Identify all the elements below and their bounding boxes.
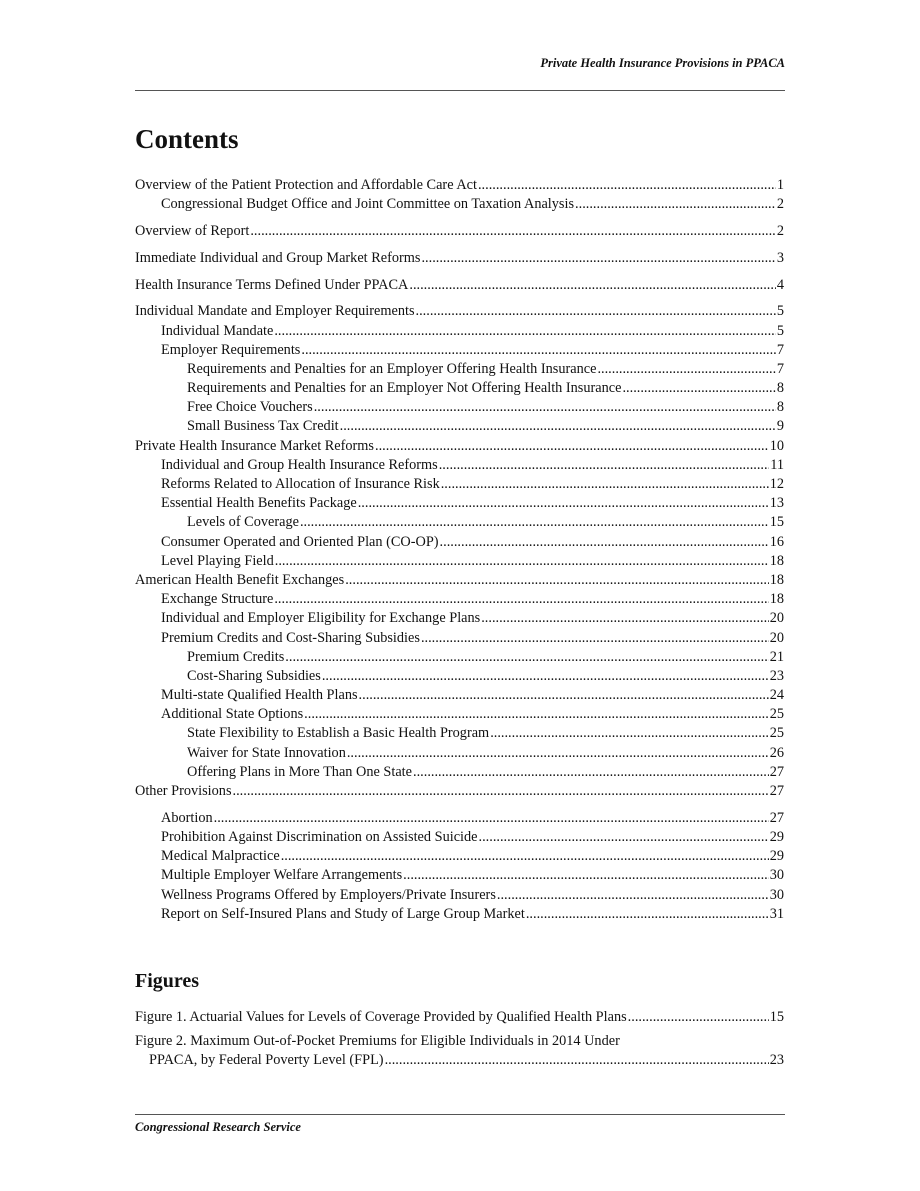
toc-entry-page: 2: [776, 196, 784, 213]
dot-leader: [421, 249, 775, 268]
toc-entry-page: 20: [769, 610, 784, 627]
toc-entry-page: 20: [769, 629, 784, 646]
toc-entry[interactable]: [135, 417, 784, 436]
toc-entry[interactable]: [135, 302, 784, 321]
dot-leader: [441, 475, 769, 494]
dot-leader: [359, 686, 769, 705]
figure-entry-title: Figure 1. Actuarial Values for Levels of Coverage Provided by Qualified Health Plans: [135, 1009, 627, 1025]
toc-entry-title: Cost-Sharing Subsidies: [187, 667, 321, 684]
toc-entry-page: 9: [776, 418, 784, 435]
toc-entry-title: Prohibition Against Discrimination on Assisted Suicide: [161, 828, 478, 845]
toc-entry[interactable]: [135, 828, 784, 847]
header-rule: [135, 90, 785, 91]
toc-entry-title: Additional State Options: [161, 706, 304, 723]
toc-entry-page: 23: [769, 667, 784, 684]
toc-entry-page: 25: [769, 725, 784, 742]
toc-entry[interactable]: [135, 809, 784, 828]
dot-leader: [416, 302, 776, 321]
table-of-contents: [135, 176, 784, 924]
dot-leader: [490, 724, 769, 743]
dot-leader: [439, 456, 769, 475]
toc-entry-title: State Flexibility to Establish a Basic Health Program: [187, 725, 490, 742]
toc-entry-page: 30: [769, 867, 784, 884]
toc-entry-page: 2: [776, 222, 784, 239]
dot-leader: [233, 782, 769, 801]
toc-entry[interactable]: [135, 724, 784, 743]
toc-entry[interactable]: [135, 379, 784, 398]
toc-entry-title: Requirements and Penalties for an Employer Not Offering Health Insurance: [187, 380, 622, 397]
toc-entry[interactable]: [135, 176, 784, 195]
toc-entry-page: 18: [769, 591, 784, 608]
toc-entry-page: 30: [769, 886, 784, 903]
toc-entry-page: 29: [769, 848, 784, 865]
running-header: Private Health Insurance Provisions in PPACA: [540, 56, 785, 70]
footer-publisher: Congressional Research Service: [135, 1120, 301, 1134]
footer-rule: [135, 1114, 785, 1115]
toc-entry[interactable]: [135, 552, 784, 571]
figure-entry-page: 23: [769, 1052, 784, 1069]
toc-entry[interactable]: [135, 360, 784, 379]
toc-entry-page: 7: [776, 341, 784, 358]
toc-entry-title: Individual and Group Health Insurance Reforms: [161, 456, 438, 473]
toc-entry-title: Wellness Programs Offered by Employers/Private Insurers: [161, 886, 496, 903]
toc-entry-title: Waiver for State Innovation: [187, 744, 346, 761]
toc-entry-title: Reforms Related to Allocation of Insurance Risk: [161, 476, 440, 492]
toc-entry[interactable]: [135, 475, 784, 494]
toc-entry-page: 4: [776, 276, 784, 293]
toc-entry-title: Report on Self-Insured Plans and Study of Large Group Market: [161, 905, 525, 922]
toc-entry[interactable]: [135, 686, 784, 705]
dot-leader: [481, 609, 768, 628]
toc-entry[interactable]: [135, 705, 784, 724]
toc-entry[interactable]: [135, 886, 784, 905]
toc-entry-page: 13: [769, 495, 784, 512]
toc-entry-page: 8: [776, 399, 784, 416]
toc-entry-page: 11: [770, 456, 784, 473]
dot-leader: [214, 809, 769, 828]
dot-leader: [628, 1008, 769, 1027]
toc-entry[interactable]: [135, 222, 784, 241]
toc-entry[interactable]: [135, 398, 784, 417]
toc-entry-page: 3: [776, 249, 784, 266]
toc-entry-page: 27: [769, 783, 784, 799]
dot-leader: [479, 828, 769, 847]
toc-entry-page: 5: [776, 303, 784, 320]
dot-leader: [274, 590, 768, 609]
dot-leader: [403, 866, 769, 885]
toc-entry-title: Essential Health Benefits Package: [161, 495, 357, 512]
toc-entry-title: Other Provisions: [135, 783, 232, 799]
toc-entry-page: 26: [769, 744, 784, 761]
toc-entry-title: Health Insurance Terms Defined Under PPACA: [135, 276, 409, 293]
toc-entry-title: Multiple Employer Welfare Arrangements: [161, 867, 403, 884]
toc-entry[interactable]: [135, 533, 784, 552]
figure-entry[interactable]: [135, 1008, 784, 1027]
toc-entry[interactable]: [135, 847, 784, 866]
toc-entry-title: Free Choice Vouchers: [187, 399, 313, 416]
toc-entry[interactable]: [135, 905, 784, 924]
dot-leader: [285, 648, 768, 667]
toc-entry-title: Exchange Structure: [161, 591, 274, 608]
toc-entry-page: 25: [769, 706, 784, 723]
figure-entry-page: 15: [769, 1009, 784, 1025]
dot-leader: [301, 341, 775, 360]
toc-entry-title: American Health Benefit Exchanges: [135, 571, 345, 588]
toc-entry[interactable]: [135, 249, 784, 268]
dot-leader: [304, 705, 769, 724]
list-of-figures: [135, 1008, 784, 1076]
contents-title: Contents: [135, 124, 239, 154]
toc-entry[interactable]: [135, 744, 784, 763]
toc-entry-title: Levels of Coverage: [187, 514, 299, 531]
figure-entry-title-continued: PPACA, by Federal Poverty Level (FPL): [149, 1052, 384, 1069]
dot-leader: [421, 629, 769, 648]
dot-leader: [322, 667, 769, 686]
toc-entry-title: Private Health Insurance Market Reforms: [135, 437, 374, 454]
dot-leader: [314, 398, 776, 417]
toc-entry-title: Requirements and Penalties for an Employer Offering Health Insurance: [187, 360, 597, 377]
dot-leader: [250, 222, 776, 241]
toc-entry-page: 12: [769, 476, 784, 492]
toc-entry-title: Immediate Individual and Group Market Reforms: [135, 249, 421, 266]
toc-entry-page: 18: [769, 571, 784, 588]
toc-entry-title: Overview of Report: [135, 222, 250, 239]
toc-entry[interactable]: [135, 494, 784, 513]
toc-entry[interactable]: [135, 609, 784, 628]
dot-leader: [275, 552, 769, 571]
toc-entry-title: Medical Malpractice: [161, 848, 280, 865]
toc-entry-page: 29: [769, 828, 784, 845]
toc-entry-title: Small Business Tax Credit: [187, 418, 339, 435]
toc-entry[interactable]: [135, 648, 784, 667]
toc-entry-title: Premium Credits and Cost-Sharing Subsidies: [161, 629, 420, 646]
toc-entry[interactable]: [135, 571, 784, 590]
dot-leader: [385, 1051, 769, 1070]
toc-entry-title: Premium Credits: [187, 648, 285, 665]
toc-entry-page: 18: [769, 552, 784, 569]
dot-leader: [575, 195, 776, 214]
dot-leader: [375, 437, 769, 456]
dot-leader: [281, 847, 769, 866]
toc-entry[interactable]: [135, 629, 784, 648]
figure-entry[interactable]: [135, 1032, 784, 1070]
toc-entry[interactable]: [135, 276, 784, 295]
toc-entry-title: Employer Requirements: [161, 341, 301, 358]
toc-entry[interactable]: [135, 782, 784, 801]
toc-entry[interactable]: [135, 437, 784, 456]
toc-entry[interactable]: [135, 195, 784, 214]
toc-entry-page: 1: [776, 177, 784, 193]
dot-leader: [440, 533, 769, 552]
toc-entry-page: 5: [776, 322, 784, 339]
dot-leader: [340, 417, 776, 436]
dot-leader: [597, 360, 775, 379]
dot-leader: [358, 494, 769, 513]
dot-leader: [622, 379, 775, 398]
dot-leader: [345, 571, 768, 590]
dot-leader: [497, 886, 769, 905]
toc-entry-title: Individual and Employer Eligibility for Exchange Plans: [161, 610, 481, 627]
dot-leader: [409, 276, 775, 295]
toc-entry-title: Abortion: [161, 809, 213, 826]
toc-entry[interactable]: [135, 456, 784, 475]
toc-entry-page: 27: [769, 763, 784, 780]
toc-entry-title: Congressional Budget Office and Joint Committee on Taxation Analysis: [161, 196, 575, 213]
toc-entry-title: Offering Plans in More Than One State: [187, 763, 413, 780]
toc-entry-title: Individual Mandate and Employer Requirements: [135, 303, 415, 320]
dot-leader: [526, 905, 769, 924]
dot-leader: [300, 513, 769, 532]
toc-entry-page: 8: [776, 380, 784, 397]
toc-entry-title: Overview of the Patient Protection and Affordable Care Act: [135, 177, 477, 193]
toc-entry[interactable]: [135, 322, 784, 341]
dot-leader: [274, 322, 775, 341]
toc-entry-title: Individual Mandate: [161, 322, 274, 339]
toc-entry-page: 31: [769, 905, 784, 922]
toc-entry[interactable]: [135, 763, 784, 782]
toc-entry-page: 15: [769, 514, 784, 531]
toc-entry-page: 10: [769, 437, 784, 454]
toc-entry[interactable]: [135, 667, 784, 686]
toc-entry-page: 21: [769, 648, 784, 665]
toc-entry-page: 24: [769, 687, 784, 704]
dot-leader: [347, 744, 769, 763]
dot-leader: [478, 176, 776, 195]
toc-entry[interactable]: [135, 341, 784, 360]
toc-entry-title: Level Playing Field: [161, 552, 274, 569]
dot-leader: [413, 763, 769, 782]
toc-entry-title: Multi-state Qualified Health Plans: [161, 687, 358, 704]
toc-entry-title: Consumer Operated and Oriented Plan (CO-OP): [161, 533, 439, 550]
toc-entry[interactable]: [135, 590, 784, 609]
toc-entry-page: 27: [769, 809, 784, 826]
toc-entry[interactable]: [135, 513, 784, 532]
toc-entry[interactable]: [135, 866, 784, 885]
toc-entry-page: 16: [769, 533, 784, 550]
toc-entry-page: 7: [776, 360, 784, 377]
figures-title: Figures: [135, 970, 200, 992]
figure-entry-title: Figure 2. Maximum Out-of-Pocket Premiums for Eligible Individuals in 2014 Under: [135, 1033, 620, 1050]
